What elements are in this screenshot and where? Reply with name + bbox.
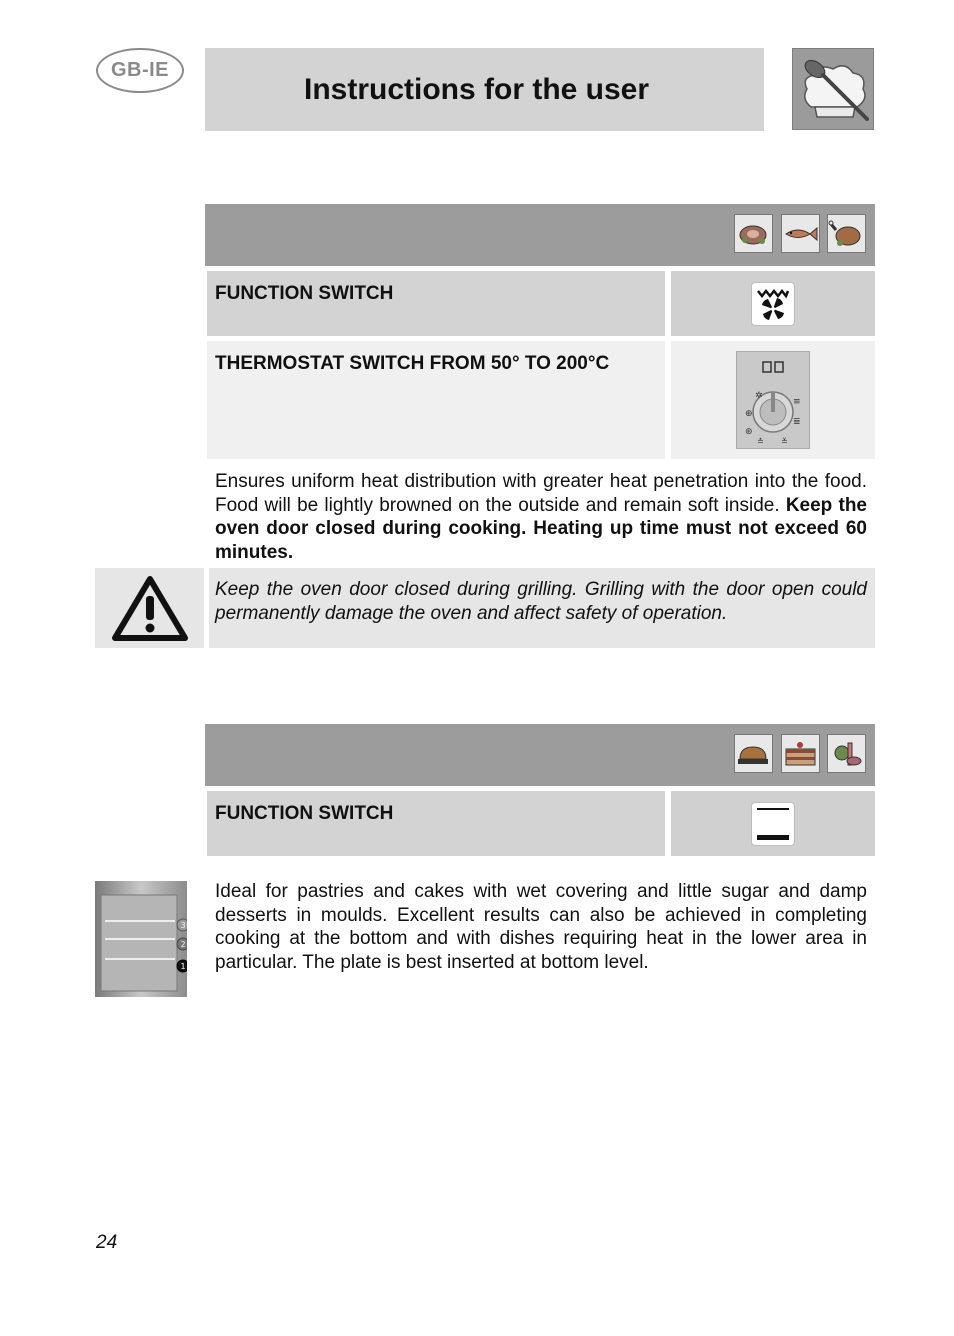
warning-triangle-icon <box>111 574 189 642</box>
meat-icon <box>734 214 773 253</box>
svg-text:✲: ✲ <box>755 391 763 401</box>
cake-icon <box>781 734 820 773</box>
thermostat-switch-cell <box>671 341 875 459</box>
bottom-heat-icon <box>751 802 795 846</box>
thermostat-knob-icon <box>736 351 810 449</box>
language-badge: GB-IE <box>96 48 184 93</box>
poultry-icon <box>827 214 866 253</box>
fan-grill-description <box>215 470 867 564</box>
shelf-level-1: 1 <box>180 962 186 971</box>
section-bar-bottom-heat <box>205 724 875 786</box>
bread-icon <box>734 734 773 773</box>
fish-icon <box>781 214 820 253</box>
fan-grill-description-bold: Keep the oven door closed during cooking. Heating up time must not exceed 60 minutes. <box>215 494 867 563</box>
thermostat-switch-label: THERMOSTAT SWITCH FROM 50° TO 200°C <box>207 341 665 459</box>
svg-text:≡: ≡ <box>793 397 801 407</box>
chef-hat-spoon-icon <box>792 48 874 130</box>
vegetables-icon <box>827 734 866 773</box>
page-title: Instructions for the user <box>304 72 650 106</box>
function-switch-cell-1 <box>671 271 875 336</box>
shelf-level-3: 3 <box>180 921 186 930</box>
svg-text:≛: ≛ <box>757 437 764 446</box>
section-bar-fan-grill <box>205 204 875 266</box>
svg-text:≣: ≣ <box>793 417 801 427</box>
svg-text:⊛: ⊛ <box>745 427 753 437</box>
function-switch-cell-2 <box>671 791 875 856</box>
fan-grill-icon <box>751 282 795 326</box>
page-number: 24 <box>96 1232 118 1253</box>
function-switch-label-1: FUNCTION SWITCH <box>207 271 665 336</box>
fan-grill-description-text: Ensures uniform heat distribution with greater heat penetration into the food. Food will be lightly browned on the outside and remain soft inside. <box>215 471 867 516</box>
function-switch-label-2: FUNCTION SWITCH <box>207 791 665 856</box>
warning-icon-box <box>95 568 204 648</box>
grill-warning-text: Keep the oven door closed during grilling. Grilling with the door open could permanently damage the oven and affect safety of operation. <box>209 568 875 648</box>
page-title-box <box>205 48 764 131</box>
bottom-heat-description: Ideal for pastries and cakes with wet covering and little sugar and damp desserts in moulds. Excellent results can also be achieved in completing cooking at the bottom and with dishes requiring heat in the lower area in particular. The plate is best inserted at bottom level. <box>215 881 867 973</box>
svg-text:≚: ≚ <box>781 437 788 446</box>
shelf-level-2: 2 <box>180 940 186 949</box>
svg-text:⊕: ⊕ <box>745 409 753 419</box>
oven-shelf-levels-icon <box>95 881 187 997</box>
